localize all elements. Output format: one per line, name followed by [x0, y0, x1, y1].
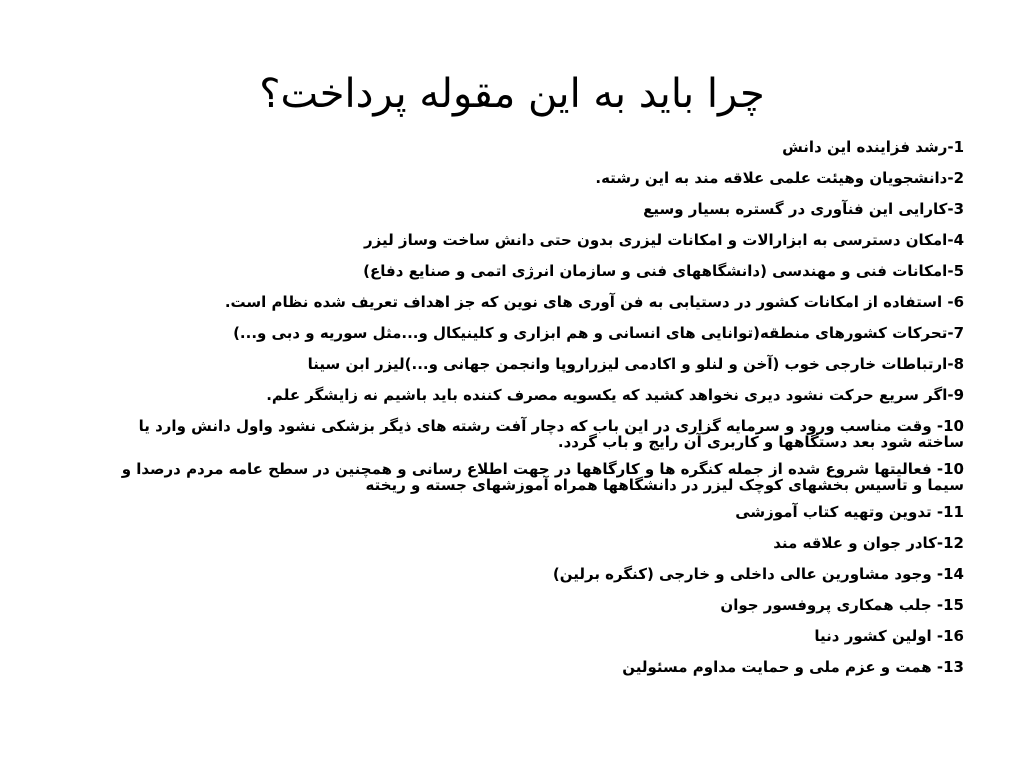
- list-item: 8-ارتباطات خارجی خوب (آخن و لنلو و اکادمی لیزراروپا وانجمن جهانی و...)لیزر ابن سینا: [307, 355, 964, 373]
- list-item: 10- فعالیتها شروع شده از جمله کنگره ها و کارگاهها در جهت اطلاع رسانی و همچنین در سطح عامه مردم درصدا و سیما و تاسیس بخشهای کوچک لیزر در دانشگاهها همراه آموزشهای جسته و ریخته: [121, 460, 964, 494]
- list-item: 10- وقت مناسب ورود و سرمایه گزاری در این باب که دچار آفت رشته های ذیگر بزشکی نشود واول دانش وارد یا ساخته شود بعد دستگاهها و کاربری آن رایج و باب گردد.: [138, 417, 964, 451]
- list-item: 1-رشد فزاینده این دانش: [782, 138, 964, 156]
- list-item: 7-تحرکات کشورهای منطقه(توانایی های انسانی و هم ابزاری و کلینیکال و...مثل سوریه و دبی و...): [233, 324, 964, 342]
- list-item: 12-کادر جوان و علاقه مند: [773, 534, 964, 552]
- list-item: 5-امکانات فنی و مهندسی (دانشگاههای فنی و سازمان انرژی اتمی و صنایع دفاع): [363, 262, 964, 280]
- list-item: 3-کارایی این فنآوری در گستره بسیار وسیع: [643, 200, 964, 218]
- list-item: 4-امکان دسترسی به ابزارالات و امکانات لیزری بدون حتی دانش ساخت وساز لیزر: [363, 231, 964, 249]
- bullet-list: [96, 139, 964, 690]
- list-item: 9-اگر سریع حرکت نشود دیری نخواهد کشید که یکسویه مصرف کننده باید باشیم نه زایشگر علم.: [266, 386, 964, 404]
- list-item: 2-دانشجویان وهیئت علمی علاقه مند به این رشته.: [595, 169, 964, 187]
- slide-title: چرا باید به این مقوله پرداخت؟: [259, 71, 765, 117]
- list-item: 6- استفاده از امکانات کشور در دستیابی به فن آوری های نوین که جز اهداف تعریف شده نظام است.: [224, 293, 964, 311]
- list-item: 14- وجود مشاورین عالی داخلی و خارجی (کنگره برلین): [552, 565, 964, 583]
- list-item: 11- تدوین وتهیه کتاب آموزشی: [735, 503, 964, 521]
- list-item: 13- همت و عزم ملی و حمایت مداوم مسئولین: [622, 658, 964, 676]
- list-item: 16- اولین کشور دنیا: [814, 627, 964, 645]
- list-item: 15- جلب همکاری پروفسور جوان: [720, 596, 964, 614]
